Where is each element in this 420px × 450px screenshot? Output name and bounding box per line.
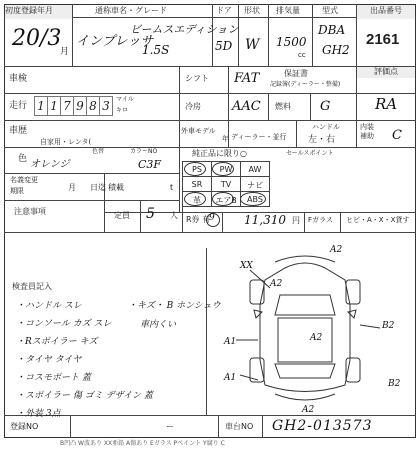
damage-label: A2: [302, 405, 315, 415]
wheel-front-right: [346, 280, 360, 304]
glass-label: Fガラス: [308, 216, 333, 224]
grid-line: [356, 66, 357, 147]
doors-label: ドア: [216, 6, 232, 15]
wheel-front-left: [250, 280, 264, 304]
inspector-note: ・ハンドル スレ: [16, 301, 82, 311]
car-diagram: [210, 240, 416, 415]
month-label: 月: [68, 183, 76, 192]
lot-label: 出品番号: [357, 5, 415, 19]
circle-mark: [212, 192, 234, 206]
yen-label: 円: [292, 216, 300, 225]
displacement-value: 1500: [276, 35, 307, 49]
shape-value: W: [245, 37, 260, 53]
circle-mark: [212, 162, 234, 176]
year-label: 年: [222, 135, 229, 143]
damage-label: B2: [382, 321, 395, 331]
grid-line: [4, 415, 416, 416]
day-label: 日迄: [90, 183, 106, 192]
ac-label: 冷房: [185, 102, 201, 111]
inspector-note: ・外装 3点: [16, 409, 61, 419]
grid-line: [4, 147, 416, 148]
color-no-label: カラーNO: [130, 148, 158, 155]
grid-line: [218, 415, 219, 438]
grid-line: [4, 93, 416, 94]
ext-model-label: 外車モデル: [181, 127, 216, 135]
grid-line: [312, 4, 313, 66]
damage-label: B2: [388, 379, 401, 389]
equip-navi: ナビ: [247, 181, 263, 190]
grid-line: [4, 120, 416, 121]
inspector-note: ・Rスポイラー キズ: [16, 337, 98, 347]
grid-line: [4, 173, 179, 174]
footer-legend: B凹凸 W波あり XX亜鉛 A傷あり Eガラス Pペイント Y腐り C: [60, 440, 225, 447]
warranty-sub: 記録簿(ディーラー・整備): [270, 81, 341, 88]
mirror-right: [348, 310, 356, 318]
mileage-digit: 8: [86, 96, 100, 116]
grid-line: [4, 66, 416, 67]
mileage-digit: 7: [60, 96, 74, 116]
damage-label: XX: [240, 261, 253, 271]
grid-line: [4, 232, 416, 233]
first-reg-value: 20/3: [12, 26, 62, 51]
grid-line: [206, 248, 207, 415]
dealer-label: ディーラー・並行: [231, 133, 287, 141]
mileage-digit: 1: [34, 96, 48, 116]
grid-line: [179, 66, 180, 212]
fuel-value: G: [320, 99, 331, 114]
shift-value: FAT: [234, 71, 260, 86]
inspector-title: 検査員記入: [12, 282, 52, 291]
mileage-digit: 9: [73, 96, 87, 116]
grid-line: [268, 4, 269, 66]
displacement-label: 排気量: [276, 6, 300, 15]
warranty-label: 保証書: [284, 69, 308, 78]
color-change-label: 色替: [92, 148, 105, 155]
grid-line: [304, 212, 305, 232]
equip-tv: TV: [220, 180, 232, 189]
damage-label: A1: [224, 373, 237, 383]
car-name: インプレッサ: [76, 34, 154, 49]
mileage-digit: 1: [47, 96, 61, 116]
glass-options: ヒビ・A・X・X貸す: [346, 216, 410, 224]
history-options: 自家用・レンタ(: [40, 138, 92, 146]
inspector-note: ・スポイラー 傷 ゴミ デザイン 蓋: [16, 391, 153, 401]
amount-value: 11,310: [244, 213, 286, 227]
shape-label: 形状: [244, 6, 260, 15]
damage-label: A2: [310, 333, 323, 343]
circle-mark: [184, 162, 206, 176]
capacity-unit: t: [170, 183, 174, 192]
reg-deadline-label: 期限: [10, 187, 24, 195]
equip-abs: ABS: [247, 195, 263, 204]
interior-label: 内装: [360, 123, 374, 131]
grid-line: [104, 173, 105, 232]
interior-sub: 補助: [360, 132, 374, 140]
displacement-unit: cc: [298, 51, 306, 59]
notes-label: 注意事項: [14, 207, 46, 216]
reg-change-label: 名義変更: [10, 176, 38, 184]
windshield: [275, 295, 335, 315]
grid-line: [268, 93, 269, 120]
reg-no-dash: ー: [166, 422, 174, 431]
equip-sr: SR: [191, 180, 203, 189]
model-line2: GH2: [322, 43, 350, 57]
eval-label: 評価点: [357, 67, 415, 78]
damage-label: A2: [330, 245, 343, 255]
mileage-unit-km: キロ: [116, 107, 129, 114]
grid-line: [222, 212, 223, 232]
shift-label: シフト: [185, 74, 209, 83]
handle-value: 左・右: [308, 135, 336, 145]
inspector-note: ・コスモポート 蓋: [16, 373, 91, 383]
capacity-label: 積載: [108, 183, 124, 192]
color-label: 色: [18, 154, 28, 164]
grid-line: [238, 4, 239, 66]
circle-mark: [184, 192, 206, 206]
front-bumper: [275, 256, 335, 262]
reg-no-label: 登録NO: [10, 422, 39, 431]
chassis-label: 車台NO: [225, 422, 254, 431]
grade-line2: 1.5S: [142, 43, 170, 57]
lot-value: 2161: [366, 31, 400, 48]
inspector-note: ・タイヤ タイヤ: [16, 355, 82, 365]
grid-line: [262, 415, 263, 438]
r-seat-value: 有: [202, 215, 210, 224]
chassis-value: GH2-013573: [272, 418, 373, 434]
inspector-note-right: ・キズ・ B ホンシュウ: [128, 301, 221, 311]
mileage-unit-mile: マイル: [116, 96, 134, 103]
grid-line: [310, 93, 311, 120]
grid-line: [72, 4, 73, 66]
seats-value: 5: [146, 206, 155, 222]
r-seat-label: R券: [186, 215, 200, 224]
history-label: 車歴: [9, 126, 28, 136]
name-grade-label: 通称車名・グレード: [95, 6, 167, 15]
grid-line: [70, 415, 71, 438]
interior-value: C: [392, 128, 402, 143]
inspection-label: 車検: [9, 74, 28, 84]
fuel-label: 燃料: [275, 102, 291, 111]
grid-line: [140, 200, 141, 232]
equip-leather: 革: [193, 196, 201, 205]
seats-unit: 人: [170, 211, 178, 220]
inspector-note-right: 車内くい: [140, 320, 177, 330]
equip-aw: AW: [248, 165, 262, 174]
grid-line: [296, 120, 297, 147]
mileage-digit: 3: [99, 96, 113, 116]
roof: [278, 318, 332, 362]
color-no-value: C3F: [138, 158, 162, 171]
eval-value: RA: [375, 95, 398, 113]
first-reg-label: 初度登録年月: [5, 5, 72, 19]
equip-airbag: エアB: [215, 196, 237, 205]
model-label: 型式: [322, 6, 338, 15]
first-reg-month: 月: [60, 47, 70, 57]
grade-line1: ビームスエディション: [130, 23, 239, 36]
handle-label: ハンドル: [312, 123, 340, 131]
r-seat-circle-value: 9: [209, 213, 215, 223]
mileage-label: 走行: [9, 101, 28, 111]
damage-label: A1: [224, 337, 237, 347]
mirror-left: [254, 310, 262, 318]
rear-bumper: [275, 394, 335, 400]
damage-label: A2: [270, 279, 283, 289]
sales-point-label: セールスポイント: [286, 150, 334, 157]
equip-pw: PW: [219, 165, 233, 174]
ac-value: AAC: [232, 99, 261, 114]
equip-ps: PS: [192, 165, 202, 174]
rear-window: [275, 364, 335, 378]
grid-line: [340, 212, 341, 232]
grid-line: [4, 200, 179, 201]
doors-value: 5D: [215, 39, 233, 53]
inspector-note: ・コンソール カズ スレ: [16, 319, 112, 329]
genuine-label: 純正品に限り○: [192, 149, 247, 158]
color-value: オレンジ: [30, 159, 70, 170]
circle-mark: [240, 192, 266, 206]
model-line1: DBA: [318, 23, 346, 37]
seats-label: 定員: [114, 211, 130, 220]
